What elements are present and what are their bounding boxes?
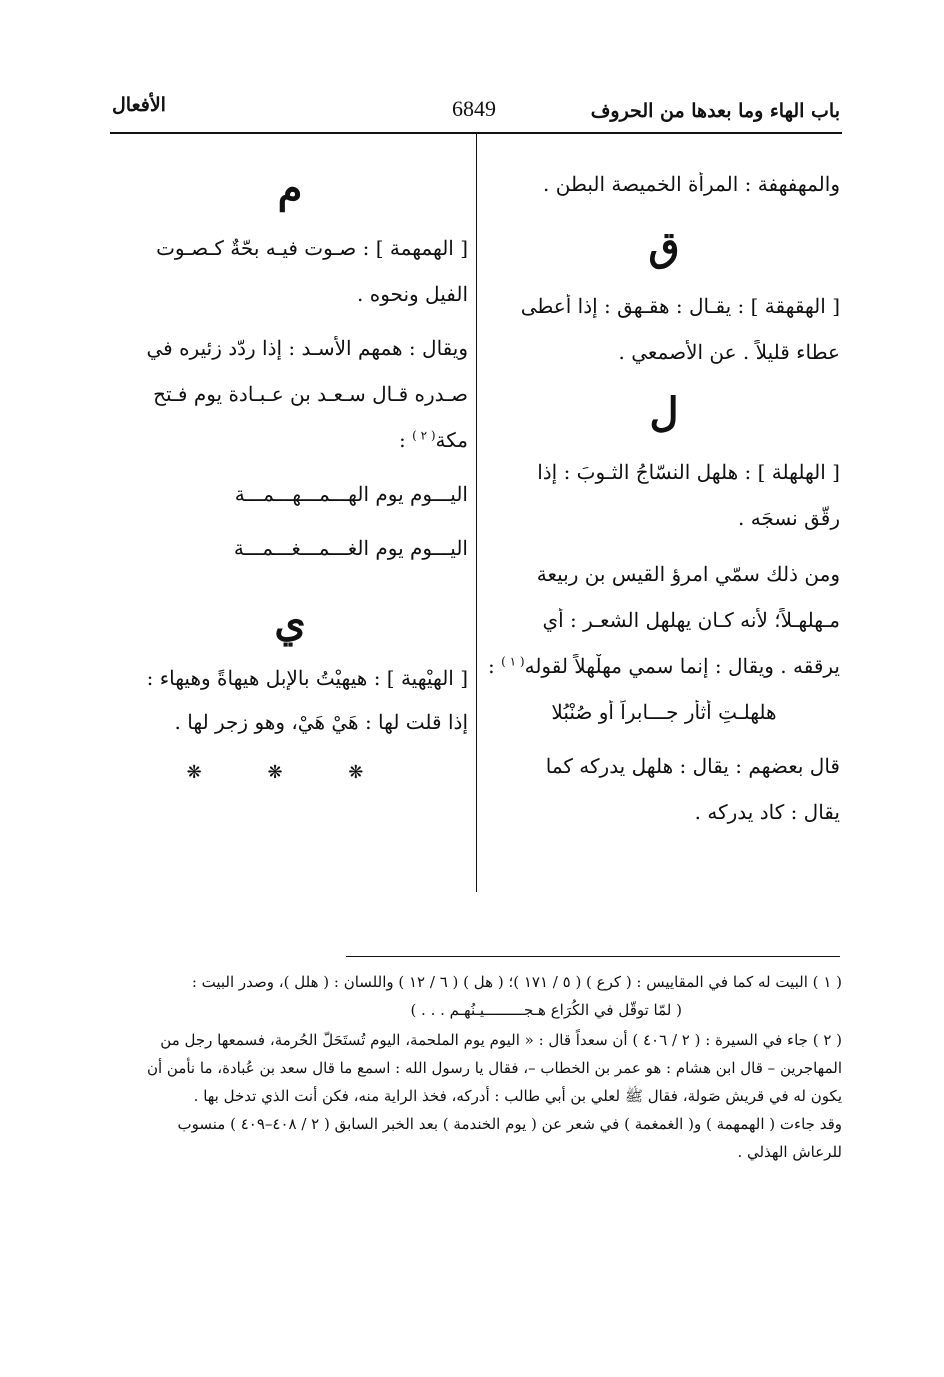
entry-hyhya-line1: [ الهيْهية ] : هيهيْتُ بالإبل هيهاةً وهيهاء : [146, 666, 468, 690]
column-divider [476, 134, 477, 892]
footnote-2-line3: يكون له في قريش صَولة، فقال ﷺ لعلي بن أبي طالب : أدركه، فخذ الراية منه، فكن أنت الذي تدخل بها . [193, 1087, 842, 1105]
verse-line-1: اليـــوم يوم الهـــمـــهـــمـــة [234, 482, 468, 506]
entry-hlhla-line6: قال بعضهم : يقال : هلهل يدركه كما [545, 754, 840, 778]
entry-hlhla-line5 [488, 654, 840, 678]
verse-line: هلهلـتِ أثأر جـــابراً أو صُنْبُلا [551, 700, 777, 724]
footnote-rule [346, 956, 840, 957]
text-span: : [398, 428, 413, 452]
entry-hmhma-line1: [ الهمهمة ] : صـوت فيـه بحّةٌ كـصـوت [156, 236, 468, 260]
section-letter-qaf: ق [648, 223, 680, 270]
footnote-ref-2[interactable]: ( ٢ ) [412, 428, 436, 443]
footnote-ref-1[interactable]: ( ١ ) [501, 654, 525, 669]
entry-hmhma-line5 [112, 428, 468, 452]
text-span: مكة [435, 428, 468, 452]
left-column [112, 150, 468, 783]
entry-hlhla-line2: رقّق نسجَه . [737, 506, 840, 530]
section-letter-mim: م [277, 165, 303, 212]
section-letter-lam: ل [649, 389, 679, 436]
text-span: يرققه . ويقال : إنما سمي مهلْهلاً لقوله [524, 654, 840, 678]
text-span: : [488, 654, 502, 678]
entry-hqhqa-line2: عطاء قليلاً . عن الأصمعي . [618, 340, 840, 364]
entry-hlhla-line4: مـهلهـلاً؛ لأنه كـان يهلهل الشعـر : أي [542, 608, 840, 632]
running-head-section: الأفعال [112, 94, 166, 116]
footnote-1-line2: ( لمّا توقّل في الكُرَاع هـجـــــــــيـنُهـم . . . ) [410, 1001, 682, 1019]
footnote-2-line1: ( ٢ ) جاء في السيرة : ( ٢ / ٤٠٦ ) أن سعداً قال : « اليوم يوم الملحمة، اليوم تُستَحَلّ الحُرمة، فسمعها رجل من [160, 1031, 842, 1049]
verse-line-2: اليـــوم يوم الغـــمـــغـــمـــة [233, 536, 468, 560]
entry-hlhla-line1: [ الهلهلة ] : هلهل النسّاجُ الثـوبَ : إذا [537, 460, 840, 484]
page-number: 6849 [452, 96, 496, 121]
entry-hlhla-line7: يقال : كاد يدركه . [694, 800, 840, 824]
entry-hmhma-line4: صـدره قـال سـعـد بن عـبـادة يوم فـتح [153, 382, 468, 406]
right-column [488, 150, 840, 824]
entry-hyhya-line2: إذا قلت لها : هَيْ هَيْ، وهو زجر لها . [174, 710, 468, 734]
entry-hmhma-line2: الفيل ونحوه . [357, 282, 468, 306]
footnote-1-line1: ( ١ ) البيت له كما في المقاييس : ( كرع ) ( ٥ / ١٧١ )؛ ( هل ) ( ٦ / ١٢ ) واللسان : ( هلل )، وصدر البيت : [191, 973, 842, 991]
footnotes [112, 968, 842, 1166]
entry-hmhma-line3: ويقال : همهم الأسـد : إذا ردّد زئيره في [146, 336, 468, 360]
footnote-2-line4: وقد جاءت ( الهمهمة ) و( الغمغمة ) في شعر عن ( يوم الخندمة ) بعد الخبر السابق ( ٢ / ٤٠٨–٤٠٩ ) منسوب [177, 1115, 842, 1133]
entry-line: والمهفهفة : المرأة الخميصة البطن . [543, 172, 840, 196]
entry-hqhqa-line1: [ الهقهقة ] : يقـال : هقـهق : إذا أعطى [520, 294, 840, 318]
entry-hlhla-line3: ومن ذلك سمّي امرؤ القيس بن ربيعة [536, 562, 840, 586]
running-head-chapter: باب الهاء وما بعدها من الحروف [590, 100, 840, 122]
footnote-2-line5: للرعاش الهذلي . [737, 1143, 842, 1161]
section-letter-ya: ي [274, 599, 306, 646]
footnote-2-line2: المهاجرين – قال ابن هشام : هو عمر بن الخطاب –، فقال يا رسول الله : اسمع ما قال سعد بن عُبادة، ما نأمن أن [146, 1059, 842, 1077]
section-end-ornament: ❋ ❋ ❋ [186, 762, 394, 783]
